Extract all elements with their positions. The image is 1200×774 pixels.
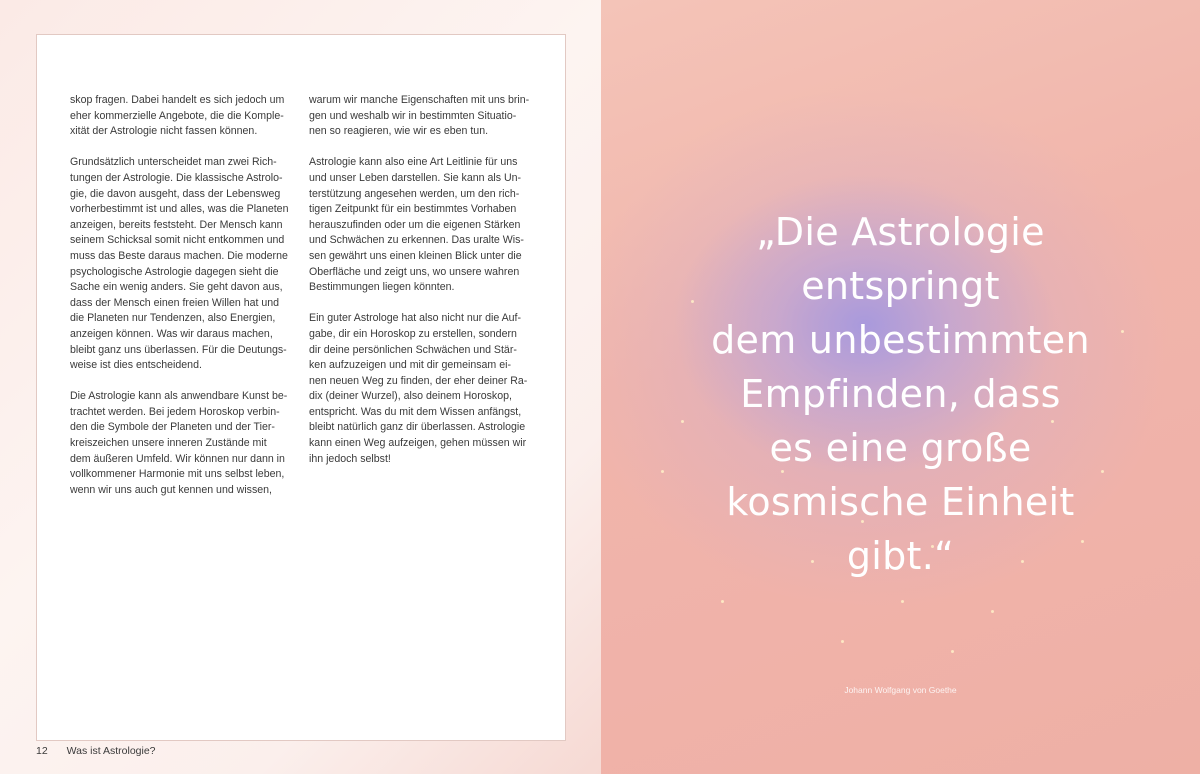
sparkle-dot [991, 610, 994, 613]
text-line: und unser Leben darstellen. Sie kann als Un- [309, 171, 522, 184]
text-line: gabe, dir ein Horoskop zu erstellen, sondern [309, 327, 517, 340]
quote [601, 205, 1200, 583]
text-line: nen so reagieren, wie wir es eben tun. [309, 125, 489, 138]
section-title: Was ist Astrologie? [66, 745, 156, 757]
text-line: gie, die davon ausgeht, dass der Lebensweg [70, 187, 281, 200]
text-line: dix (deiner Wurzel), also deinem Horoskop, [309, 390, 512, 403]
text-line: Astrologie kann also eine Art Leitlinie für uns [309, 156, 518, 169]
text-box [36, 34, 566, 741]
sparkle-dot [901, 600, 904, 603]
text-line: den die Symbole der Planeten und der Tier- [70, 421, 275, 434]
text-column-left [70, 93, 292, 514]
text-line: Oberfläche und zeigt uns, wo unsere wahren [309, 265, 520, 278]
sparkle-dot [841, 640, 844, 643]
text-line: und Schwächen zu erkennen. Das uralte Wis- [309, 234, 524, 247]
right-page [601, 0, 1200, 774]
text-line: nen neuen Weg zu finden, der eher deiner Ra- [309, 374, 528, 387]
page-footer [36, 745, 156, 757]
paragraph [309, 155, 531, 295]
text-line: skop fragen. Dabei handelt es sich jedoch um [70, 94, 285, 106]
quote-line: „Die Astrologie [756, 210, 1045, 254]
text-line: dem äußeren Umfeld. Wir können nur dann in [70, 452, 285, 465]
quote-attribution: Johann Wolfgang von Goethe [844, 685, 957, 695]
paragraph [309, 93, 531, 140]
text-line: Bestimmungen liegen könnten. [309, 281, 455, 294]
paragraph [70, 389, 292, 498]
text-line: ihn jedoch selbst! [309, 452, 391, 465]
text-line: eher kommerzielle Angebote, die die Komple- [70, 109, 284, 122]
sparkle-dot [951, 650, 954, 653]
quote-line: gibt.“ [846, 534, 955, 578]
text-line: anzeigen, bereits feststeht. Der Mensch kann [70, 218, 283, 231]
text-line: bleibt ganz uns überlassen. Für die Deutungs- [70, 343, 287, 356]
text-line: dir deine persönlichen Schwächen und Stär- [309, 343, 517, 356]
text-line: terstützung angesehen werden, um den rich- [309, 187, 520, 200]
sparkle-dot [721, 600, 724, 603]
quote-line: dem unbestimmten [711, 318, 1090, 362]
text-line: tungen der Astrologie. Die klassische Astrolo- [70, 171, 283, 184]
text-line: trachtet werden. Bei jedem Horoskop verbin- [70, 405, 280, 418]
paragraph [70, 155, 292, 373]
text-line: herauszufinden oder um die eigenen Stärken [309, 218, 521, 231]
quote-line: kosmische Einheit [726, 480, 1075, 524]
paragraph [70, 93, 292, 140]
page-number: 12 [36, 745, 48, 757]
text-line: dass der Mensch einen freien Willen hat und [70, 296, 280, 309]
text-line: weise ist dies entscheidend. [70, 359, 202, 372]
text-line: vorherbestimmt ist und alles, was die Planeten [70, 203, 289, 216]
quote-line: entspringt [801, 264, 1000, 308]
text-line: psychologische Astrologie dagegen sieht die [70, 265, 279, 278]
text-column-right [309, 93, 531, 483]
text-line: gen und weshalb wir in bestimmten Situatio- [309, 109, 517, 122]
text-line: wenn wir uns auch gut kennen und wissen, [70, 483, 272, 496]
text-line: Grundsätzlich unterscheidet man zwei Rich- [70, 156, 277, 169]
text-line: sen gewährt uns einen kleinen Blick unter die [309, 249, 522, 262]
text-line: vollkommener Harmonie mit uns selbst leben, [70, 468, 285, 481]
paragraph [309, 311, 531, 467]
text-line: Ein guter Astrologe hat also nicht nur die Auf- [309, 312, 522, 325]
text-line: muss das Beste daraus machen. Die moderne [70, 249, 288, 262]
text-line: kann einen Weg aufzeigen, gehen müssen wir [309, 437, 527, 450]
text-line: warum wir manche Eigenschaften mit uns brin- [309, 94, 530, 106]
quote-line: es eine große [769, 426, 1032, 470]
text-line: die Planeten nur Tendenzen, also Energien, [70, 312, 276, 325]
text-line: seinem Schicksal somit nicht entkommen und [70, 234, 285, 247]
text-line: xität der Astrologie nicht fassen können. [70, 125, 258, 138]
text-line: bleibt natürlich ganz dir überlassen. Astrologie [309, 421, 526, 434]
text-line: ken aufzuzeigen und mit dir gemeinsam ei- [309, 359, 511, 372]
text-line: Die Astrologie kann als anwendbare Kunst be- [70, 390, 288, 403]
quote-line: Empfinden, dass [740, 372, 1061, 416]
text-line: Sache ein wenig anders. Sie geht davon aus, [70, 281, 283, 294]
text-line: entspricht. Was du mit dem Wissen anfängst, [309, 405, 522, 418]
text-line: anzeigen können. Was wir daraus machen, [70, 327, 273, 340]
text-line: tigen Zeitpunkt für ein bestimmtes Vorhaben [309, 203, 517, 216]
text-line: kreiszeichen unsere inneren Zustände mit [70, 437, 267, 450]
